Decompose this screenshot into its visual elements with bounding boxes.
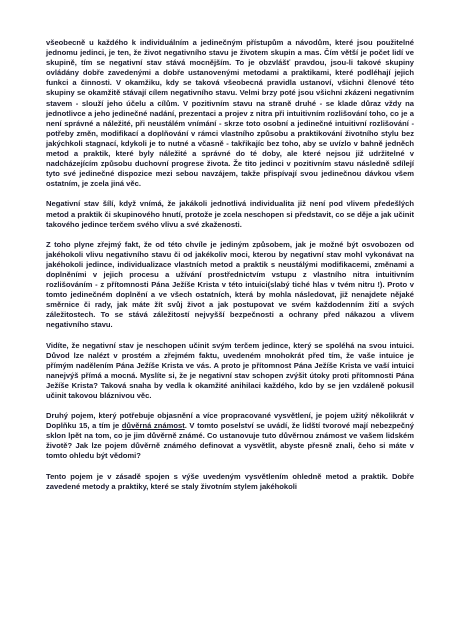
paragraph-1: všeobecně u každého k individuálním a jedinečným přístupům a návodům, které jsou použitelné jednomu jedinci, je ten, že život negativního stavu je životem skupin a mas. Čím větší je počet lidí ve skupině, tím se negativní stav stává mocnějším. To je obzvlášť pravdou, jsou-li takové skupiny ovládány dobře zavedenými a dobře ustanovenými metodami a praktikami, které podléhají jejich funkci a činnosti. V okamžiku, kdy se taková všeobecná pravidla ustanoví, všichni členové této skupiny se okamžitě stávají cílem negativního stavu. Velmi brzy poté jsou všichni zkázeni negativním stavem - slouží jeho účelu a cílům. V pozitivním stavu na straně druhé - se klade důraz vždy na jednotlivce a jeho jedinečné nadání, prezentaci a projev z nitra při intuitivním rozlišování toho, co je a není správné a náležité, při neustálém vnímání - skrze toto osobní a jedinečné intuitivní rozlišování - potřeby změn, modifikací a doplňování v rámci vlastního způsobu a praktikování životního stylu bez jakýchkoli stagnací, kdykoli je to nutné a včasně - takřikajíc bez toho, aby se uvízlo v bahně jedněch metod a praktik, které byly náležité a správné do té doby, ale které nejsou již udržitelné v nadcházejícím způsobu duchovní progrese života. Že tito jedinci v pozitivním stavu následně sdílejí tyto své jedinečné dispozice mezi sebou navzájem, takže přispívají svou jedinečnou dávkou všem ostatním, je zcela jiná věc. (46, 38, 414, 189)
paragraph-5-before: Druhý pojem, který potřebuje objasnění a více propracované vysvětlení, je pojem užitý několikrát v Doplňku 15, a tím je (46, 411, 414, 431)
paragraph-2: Negativní stav šílí, když vnímá, že jakákoli jednotlivá individualita již není pod vlivem předešlých metod a praktik či skupinového hnutí, protože je zcela neschopen si představit, co se děje a jak učinit takového jedince terčem svého vlivu a své zkaženosti. (46, 199, 414, 229)
paragraph-4: Vidíte, že negativní stav je neschopen učinit svým terčem jedince, který se spoléhá na svou intuici. Důvod lze nalézt v prostém a zřejmém faktu, uvedeném mnohokrát před tím, že vaše intuice je přímým nadělením Pána Ježíše Krista ve vás. A proto je přítomnost Pána Ježíše Krista ve vaší intuici nanejvýš přímá a mocná. Myslíte si, že je negativní stav schopen zvýšit útoky proti přítomnosti Pána Ježíše Krista? Taková snaha by vedla k okamžité anihilaci každého, kdo by se jen vzdáleně pokusil učinit takovou bláznivou věc. (46, 340, 414, 400)
paragraph-3: Z toho plyne zřejmý fakt, že od této chvíle je jediným způsobem, jak je možné být osvobozen od jakéhokoli vlivu negativního stavu či od jakékoliv moci, kterou by negativní stav mohl vykonávat na jakéhokoli jedince, individualizace vlastních metod a praktik s neustálými modifikacemi, změnami a doplněními v jejich procesu a užívání prostřednictvím vstupu z vlastního nitra intuitivním rozlišováním - z přítomnosti Pána Ježíše Krista v této intuici(slabý tiché hlas v tvém nitru !). Proto v tomto jedinečném doplnění a ve všech ostatních, která by mohla následovat, již nenajdete nějaké směrnice či rady, jak máte žít svůj život a jak postupovat ve svém každodenním žití a svých záležitostech. To se stává záležitostí nejvyšší bezpečnosti a ochrany před nákazou a vlivem negativního stavu. (46, 239, 414, 330)
paragraph-6: Tento pojem je v zásadě spojen s výše uvedeným vysvětlením ohledně metod a praktik. Dobře zavedené metody a praktiky, které se staly životním stylem jakéhokoli (46, 471, 414, 491)
paragraph-5 (46, 411, 414, 461)
underlined-term: důvěrná známost (121, 421, 185, 431)
paragraph-5-after: . V tomto poselství se uvádí, že lidští tvorové mají nebezpečný sklon lpět na tom, co je jim důvěrně známé. Co ustanovuje tuto důvěrnou známost ve vašem lidském životě? Jak lze pojem důvěrně známého definovat a vysvětlit, abyste přesně znali, čeho si máte v tomto ohledu být vědomi? (46, 421, 414, 461)
document-page (46, 38, 414, 502)
